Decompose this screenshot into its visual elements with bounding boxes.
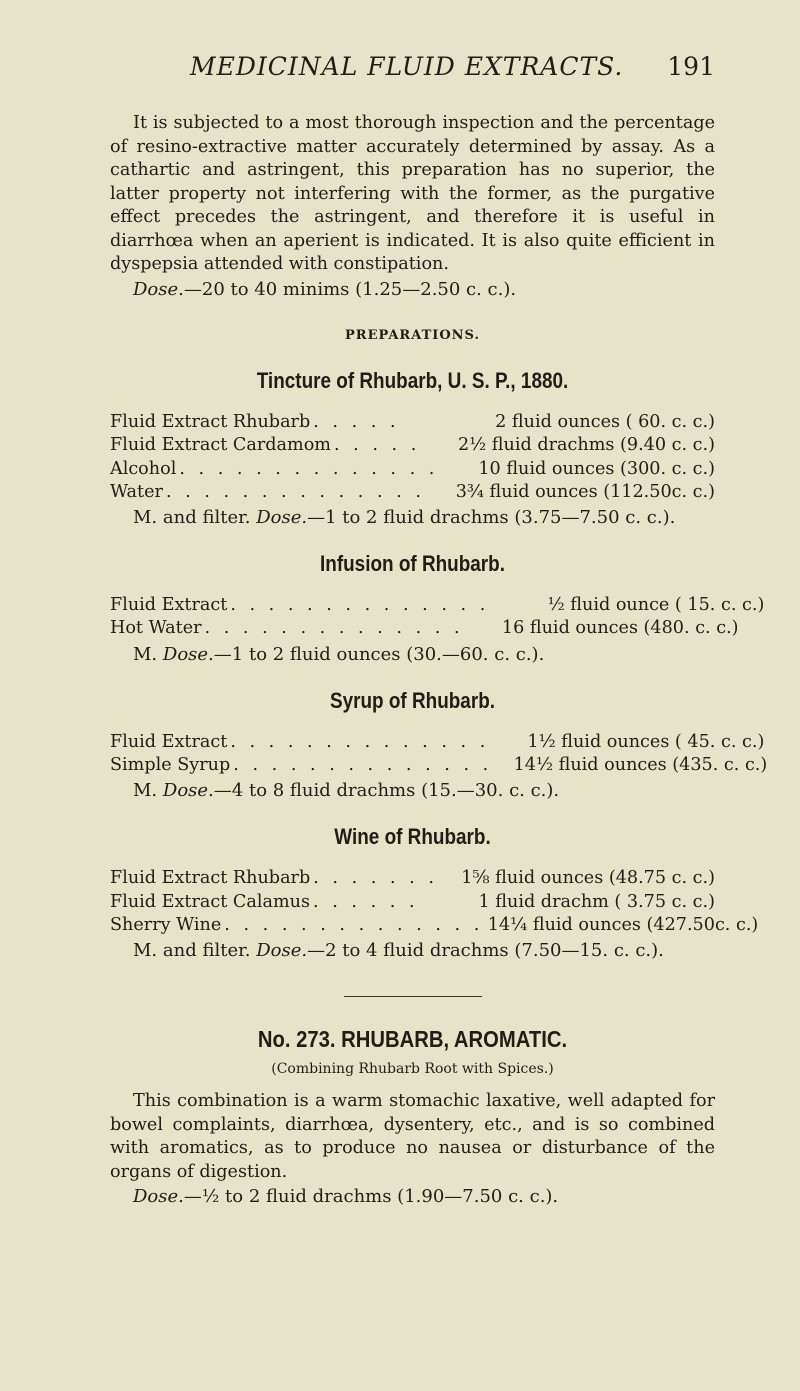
formula-wine (110, 824, 759, 962)
ingredient-row (110, 458, 715, 481)
ingredient-list (110, 594, 765, 641)
ingredient-row (110, 891, 715, 914)
leader-dots: . . . . . . . . . . . . . . (230, 595, 490, 616)
dose-label: Dose. (133, 1186, 184, 1208)
dose-text: —20 to 40 minims (1.25—2.50 c. c.). (183, 278, 517, 300)
ingredient-name: Fluid Extract Cardamom (110, 435, 331, 456)
leader-dots: . . . . . (313, 412, 400, 432)
formula-title: Wine of Rhubarb. (334, 824, 491, 850)
formula-direction (133, 940, 715, 961)
ingredient-row (110, 867, 715, 890)
ingredient-row (110, 411, 715, 434)
entry-title: No. 273. RHUBARB, AROMATIC. (257, 1026, 568, 1053)
leader-dots: . . . . . . . . . . . . . . (230, 731, 490, 752)
ingredient-name: Water (110, 481, 163, 502)
dose-label: Dose. (133, 278, 184, 300)
direction-prefix: M. (133, 780, 158, 802)
ingredient-row (110, 617, 739, 640)
ingredient-quantity: 10 fluid ounces (300. c. c.) (478, 458, 715, 479)
formula-syrup (110, 687, 768, 802)
formula-title: Tincture of Rhubarb, U. S. P., 1880. (256, 368, 569, 393)
ingredient-row (110, 754, 768, 777)
ingredient-row (110, 481, 715, 504)
ingredient-name: Hot Water (110, 618, 202, 639)
dose-label: Dose. (162, 643, 214, 665)
intro-dose (110, 278, 715, 302)
leader-dots: . . . . . . . . . . . . . . (204, 618, 464, 639)
dose-text: —1 to 2 fluid drachms (3.75—7.50 c. c.). (307, 507, 676, 529)
leader-dots: . . . . . . . . . . . . . . (224, 914, 484, 935)
dose-label: Dose. (256, 940, 308, 962)
ingredient-quantity: 3¾ fluid ounces (112.50c. c.) (455, 481, 715, 502)
ingredient-list (110, 867, 759, 937)
ingredient-name: Simple Syrup (110, 755, 231, 776)
formula-direction (133, 780, 715, 801)
formula-title: Syrup of Rhubarb. (329, 687, 496, 713)
ingredient-name: Fluid Extract Rhubarb (110, 412, 311, 432)
leader-dots: . . . . . . . . . . . . . . (165, 481, 425, 502)
ingredient-quantity: 16 fluid ounces (480. c. c.) (501, 618, 739, 639)
page-header (110, 52, 715, 86)
dose-text: —½ to 2 fluid drachms (1.90—7.50 c. c.). (183, 1186, 559, 1208)
ingredient-name: Alcohol (110, 458, 177, 479)
ingredient-name: Fluid Extract Rhubarb (110, 868, 311, 889)
leader-dots: . . . . . . . (313, 868, 438, 889)
ingredient-name: Fluid Extract Calamus (110, 891, 311, 912)
ingredient-quantity: 14¼ fluid ounces (427.50c. c.) (487, 914, 759, 935)
leader-dots: . . . . . (333, 435, 421, 456)
entry-dose (133, 1185, 715, 1209)
ingredient-quantity: ½ fluid ounce ( 15. c. c.) (547, 595, 765, 616)
formula-direction (133, 507, 715, 528)
ingredient-quantity: 14½ fluid ounces (435. c. c.) (513, 755, 768, 776)
ingredient-quantity: 2 fluid ounces ( 60. c. c.) (495, 412, 715, 432)
leader-dots: . . . . . . . . . . . . . . (179, 458, 439, 479)
formula-title: Infusion of Rhubarb. (320, 551, 505, 577)
ingredient-quantity: 1 fluid drachm ( 3.75 c. c.) (478, 891, 715, 912)
ingredient-quantity: 1½ fluid ounces ( 45. c. c.) (527, 731, 765, 752)
ingredient-row (110, 914, 759, 937)
entry-subtitle: (Combining Rhubarb Root with Spices.) (271, 1061, 554, 1078)
leader-dots: . . . . . . . . . . . . . . (233, 755, 493, 776)
formula-direction (133, 644, 715, 665)
ingredient-quantity: 1⅝ fluid ounces (48.75 c. c.) (461, 868, 715, 889)
ingredient-list (110, 731, 768, 778)
ingredient-list (110, 411, 715, 504)
section-divider (344, 996, 482, 997)
formula-infusion (110, 551, 765, 665)
entry-paragraph: This combination is a warm stomachic laxative, well adapted for bowel complaints, diarrhœa, dysentery, etc., and is so combined with aromatics, as to produce no nausea or disturbance of the organs of digestion. (110, 1091, 715, 1182)
page-content (110, 112, 768, 1209)
ingredient-quantity: 2½ fluid drachms (9.40 c. c.) (457, 435, 715, 456)
dose-text: —1 to 2 fluid ounces (30.—60. c. c.). (213, 643, 545, 665)
ingredient-name: Sherry Wine (110, 914, 222, 935)
ingredient-row (110, 434, 715, 457)
dose-text: —2 to 4 fluid drachms (7.50—15. c. c.). (307, 940, 664, 962)
intro-paragraph: It is subjected to a most thorough inspection and the percentage of resino-extractive matter accurately determined by assay. As a cathartic and astringent, this preparation has no superior, the latter property not interfering with the former, as the purgative effect precedes the astringent, and therefore it is useful in diarrhœa when an aperient is indicated. It is also quite efficient in dyspepsia attended with constipation. (110, 113, 715, 274)
ingredient-name: Fluid Extract (110, 595, 228, 616)
ingredient-row (110, 731, 765, 754)
page-number: 191 (667, 52, 715, 81)
preparations-heading: PREPARATIONS. (345, 328, 480, 343)
direction-prefix: M. (133, 643, 158, 665)
direction-prefix: M. and filter. (133, 507, 251, 529)
direction-prefix: M. and filter. (133, 940, 251, 962)
dose-text: —4 to 8 fluid drachms (15.—30. c. c.). (213, 780, 560, 802)
dose-label: Dose. (162, 780, 214, 802)
leader-dots: . . . . . . (313, 891, 419, 912)
ingredient-name: Fluid Extract (110, 731, 228, 752)
ingredient-row (110, 594, 765, 617)
dose-label: Dose. (256, 507, 308, 529)
running-title: MEDICINAL FLUID EXTRACTS. (190, 52, 624, 81)
formula-tincture (110, 368, 715, 528)
